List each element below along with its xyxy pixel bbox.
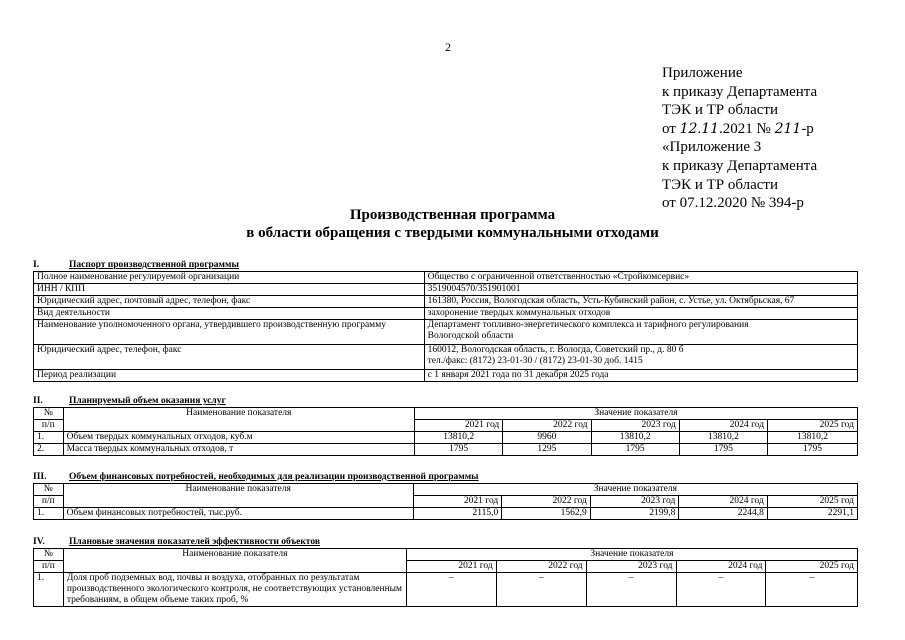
year-header: 2022 год xyxy=(503,420,591,432)
year-header: 2023 год xyxy=(591,420,679,432)
section-3-heading xyxy=(33,472,479,482)
year-header: 2024 год xyxy=(679,420,767,432)
section-number: III. xyxy=(33,472,47,482)
value-line: 160012, Вологодская область, г. Вологда, Советский пр., д. 80 б xyxy=(427,345,684,355)
indicator-value: 13810,2 xyxy=(679,432,767,444)
services-volume-table xyxy=(33,407,858,456)
year-header: 2022 год xyxy=(502,496,591,508)
handwritten-day: 12 xyxy=(679,120,698,137)
table-row xyxy=(34,272,858,284)
row-number: 1. xyxy=(34,432,64,444)
section-number: I. xyxy=(33,260,40,270)
passport-value xyxy=(424,345,857,370)
value-line: тел./факс: (8172) 23-01-30 / (8172) 23-01-30 доб. 1415 xyxy=(427,356,643,366)
passport-label: Вид деятельности xyxy=(34,308,425,320)
year-header: 2025 год xyxy=(767,496,857,508)
section-title: Паспорт производственной программы xyxy=(69,260,239,270)
efficiency-indicators-table xyxy=(33,548,858,607)
indicator-value: 1795 xyxy=(679,444,767,456)
section-title: Объем финансовых потребностей, необходимых для реализации производственной программы xyxy=(69,472,479,482)
column-header-name: Наименование показателя xyxy=(63,484,413,508)
handwritten-order-number: 211 xyxy=(774,120,802,137)
appendix-line: «Приложение 3 xyxy=(662,139,762,156)
indicator-value: 1295 xyxy=(503,444,591,456)
indicator-value: 13810,2 xyxy=(415,432,503,444)
indicator-value: 13810,2 xyxy=(768,432,858,444)
indicator-value: – xyxy=(676,573,766,607)
section-2-heading xyxy=(33,396,226,406)
table-row xyxy=(34,320,858,345)
passport-value xyxy=(424,320,857,345)
year-header: 2021 год xyxy=(415,420,503,432)
year-number-label: .2021 № xyxy=(719,120,771,137)
value-line: Департамент топливно-энергетического комплекса и тарифного регулирования xyxy=(427,320,749,330)
date-separator: . xyxy=(697,120,702,137)
indicator-value: 1562,9 xyxy=(502,508,591,520)
indicator-value: 2115,0 xyxy=(413,508,502,520)
table-row xyxy=(34,370,858,382)
column-header-name: Наименование показателя xyxy=(63,549,406,573)
year-header: 2023 год xyxy=(586,561,676,573)
section-4-heading xyxy=(33,537,320,547)
table-header-row xyxy=(34,408,858,420)
year-header: 2024 год xyxy=(676,561,766,573)
table-row xyxy=(34,508,858,520)
passport-value: 3519004570/351901001 xyxy=(424,284,857,296)
indicator-value: 13810,2 xyxy=(591,432,679,444)
passport-label: Юридический адрес, почтовый адрес, телефон, факс xyxy=(34,296,425,308)
table-row xyxy=(34,345,858,370)
passport-label: Полное наименование регулируемой организации xyxy=(34,272,425,284)
indicator-value: 2244,8 xyxy=(679,508,768,520)
table-header-row xyxy=(34,549,858,561)
indicator-value: – xyxy=(766,573,858,607)
column-header-num: № xyxy=(34,484,64,496)
passport-value: захоронение твердых коммунальных отходов xyxy=(424,308,857,320)
indicator-value: – xyxy=(496,573,586,607)
appendix-line: к приказу Департамента xyxy=(662,83,818,100)
appendix-block xyxy=(662,64,817,213)
column-header-num: № xyxy=(34,549,64,561)
financial-needs-table xyxy=(33,483,858,520)
handwritten-month: 11 xyxy=(701,120,720,137)
column-header-name: Наименование показателя xyxy=(63,408,414,432)
year-header: 2025 год xyxy=(766,561,858,573)
passport-value: Общество с ограниченной ответственностью «Стройкомсервис» xyxy=(424,272,857,284)
column-header-value: Значение показателя xyxy=(406,549,857,561)
page-number: 2 xyxy=(445,40,451,54)
passport-value: 161380, Россия, Вологодская область, Усть-Кубинский район, с. Устье, ул. Октябрьская, 67 xyxy=(424,296,857,308)
title-line: Производственная программа xyxy=(349,207,556,223)
table-row xyxy=(34,308,858,320)
appendix-order-date xyxy=(662,120,817,139)
appendix-line: ТЭК и ТР области xyxy=(662,176,778,193)
section-1-heading xyxy=(33,260,239,270)
section-title: Плановые значения показателей эффективности объектов xyxy=(69,537,320,547)
table-header-row xyxy=(34,484,858,496)
appendix-line: к приказу Департамента xyxy=(662,157,818,174)
indicator-value: 1795 xyxy=(591,444,679,456)
passport-value: с 1 января 2021 года по 31 декабря 2025 года xyxy=(424,370,857,382)
appendix-line: от 07.12.2020 № 394-р xyxy=(662,195,804,212)
appendix-from: от xyxy=(662,120,676,137)
row-number: 2. xyxy=(34,444,64,456)
indicator-value: 9960 xyxy=(503,432,591,444)
passport-label: Наименование уполномоченного органа, утвердившего производственную программу xyxy=(34,320,425,345)
table-row xyxy=(34,573,858,607)
table-row xyxy=(34,296,858,308)
year-header: 2024 год xyxy=(679,496,768,508)
title-line: в области обращения с твердыми коммунальными отходами xyxy=(246,225,659,241)
year-header: 2021 год xyxy=(406,561,496,573)
order-suffix: -р xyxy=(801,120,814,137)
year-header: 2023 год xyxy=(590,496,679,508)
indicator-value: 2291,1 xyxy=(767,508,857,520)
passport-label: Юридический адрес, телефон, факс xyxy=(34,345,425,370)
column-header-num: п/п xyxy=(34,496,64,508)
indicator-name: Объем твердых коммунальных отходов, куб.м xyxy=(63,432,414,444)
column-header-num: № xyxy=(34,408,64,420)
section-number: IV. xyxy=(33,537,45,547)
table-row xyxy=(34,284,858,296)
column-header-value: Значение показателя xyxy=(415,408,858,420)
indicator-value: 2199,8 xyxy=(590,508,679,520)
value-line: Вологодской области xyxy=(427,331,514,341)
indicator-name: Объем финансовых потребностей, тыс.руб. xyxy=(63,508,413,520)
section-number: II. xyxy=(33,396,43,406)
indicator-value: 1795 xyxy=(415,444,503,456)
indicator-name: Доля проб подземных вод, почвы и воздуха, отобранных по результатам производственного экологического контроля, не соответствующих установленным требованиям, в общем объеме таких проб, % xyxy=(63,573,406,607)
year-header: 2021 год xyxy=(413,496,502,508)
indicator-value: – xyxy=(586,573,676,607)
year-header: 2022 год xyxy=(496,561,586,573)
document-title xyxy=(0,206,905,242)
row-number: 1. xyxy=(34,573,64,607)
indicator-value: – xyxy=(406,573,496,607)
year-header: 2025 год xyxy=(768,420,858,432)
passport-label: Период реализации xyxy=(34,370,425,382)
row-number: 1. xyxy=(34,508,64,520)
indicator-name: Масса твердых коммунальных отходов, т xyxy=(63,444,414,456)
passport-label: ИНН / КПП xyxy=(34,284,425,296)
indicator-value: 1795 xyxy=(768,444,858,456)
passport-table xyxy=(33,271,858,382)
table-row xyxy=(34,444,858,456)
table-row xyxy=(34,432,858,444)
column-header-num: п/п xyxy=(34,420,64,432)
column-header-num: п/п xyxy=(34,561,64,573)
section-title: Планируемый объем оказания услуг xyxy=(69,396,226,406)
appendix-line: Приложение xyxy=(662,65,743,81)
appendix-line: ТЭК и ТР области xyxy=(662,102,778,119)
column-header-value: Значение показателя xyxy=(413,484,857,496)
